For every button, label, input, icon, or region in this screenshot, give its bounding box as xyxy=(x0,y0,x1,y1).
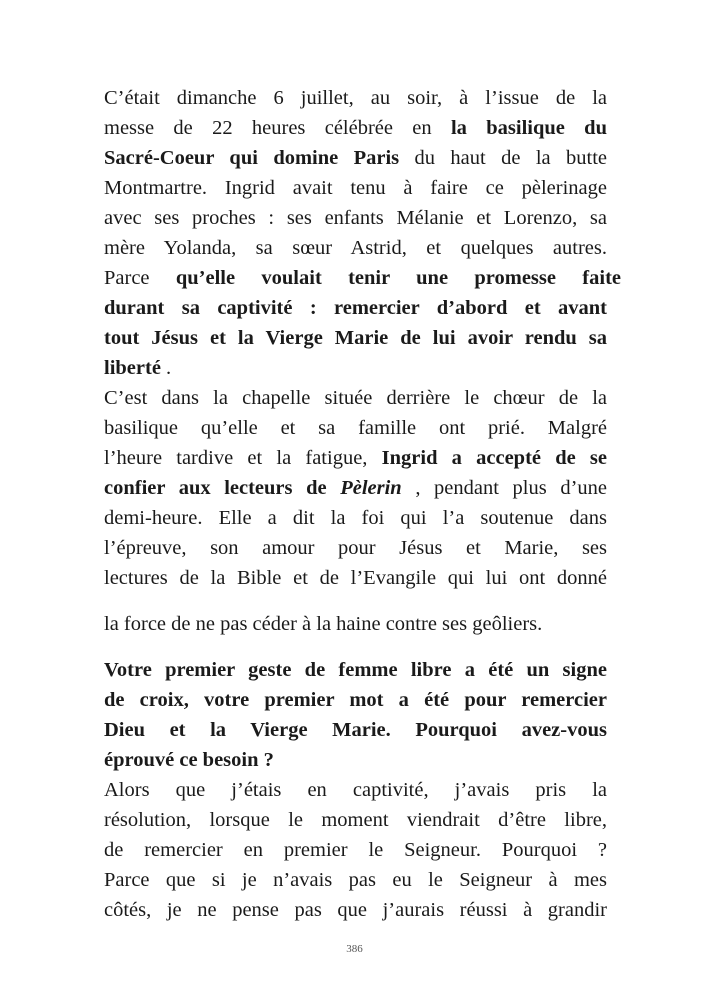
bold-run: Votre premier geste de femme libre a été un signe xyxy=(104,659,607,681)
text-line: basilique qu’elle et sa famille ont prié. Malgré xyxy=(104,417,607,439)
text-line: C’est dans la chapelle située derrière le chœur de la xyxy=(104,387,607,409)
magazine-title xyxy=(340,477,402,499)
text-line: lectures de la Bible et de l’Evangile qui lui ont donné xyxy=(104,567,607,589)
text-run: . xyxy=(160,357,172,379)
bold-run: confier aux lecteurs de xyxy=(104,477,341,499)
text-line xyxy=(104,745,607,775)
text-run: messe de 22 heures célébrée en xyxy=(104,117,451,139)
text-line: Alors que j’étais en captivité, j’avais pris la xyxy=(104,779,607,801)
text-line xyxy=(104,685,607,715)
text-line xyxy=(104,353,607,383)
bold-run: la basilique du xyxy=(450,117,607,139)
page-number: 386 xyxy=(346,943,363,955)
text-run: du haut de la butte xyxy=(399,147,607,169)
bold-run: Dieu et la Vierge Marie. Pourquoi avez-vous xyxy=(104,719,607,741)
text-line: la force de ne pas céder à la haine contre ses geôliers. xyxy=(104,613,543,635)
text-line: mère Yolanda, sa sœur Astrid, et quelques autres. xyxy=(104,237,607,259)
bold-run: éprouvé ce besoin ? xyxy=(104,749,274,771)
text-line xyxy=(104,443,607,473)
interview-answer xyxy=(104,775,607,925)
text-line: avec ses proches : ses enfants Mélanie et Lorenzo, sa xyxy=(104,207,607,229)
italic-run: Pèlerin xyxy=(340,477,402,499)
paragraph-chapel xyxy=(104,383,607,639)
text-line: demi-heure. Elle a dit la foi qui l’a soutenue dans xyxy=(104,507,607,529)
text-line xyxy=(104,323,607,353)
bold-run: tout Jésus et la Vierge Marie de lui avoir rendu sa xyxy=(104,327,607,349)
text-run: l’heure tardive et la fatigue, xyxy=(104,447,382,469)
text-line xyxy=(104,143,607,173)
text-line: Montmartre. Ingrid avait tenu à faire ce pèlerinage xyxy=(104,177,607,199)
bold-run: qu’elle voulait tenir une promesse faite xyxy=(175,267,622,289)
bold-run: Ingrid a accepté de se xyxy=(381,447,607,469)
text-line xyxy=(104,293,607,323)
bold-run: durant sa captivité : remercier d’abord et avant xyxy=(104,297,607,319)
text-line xyxy=(104,113,607,143)
text-line: Parce que si je n’avais pas eu le Seigneur à mes xyxy=(104,869,607,891)
text-line: C’était dimanche 6 juillet, au soir, à l’issue de la xyxy=(104,87,607,109)
text-run: Parce xyxy=(104,267,176,289)
text-line xyxy=(104,473,607,503)
text-line: de remercier en premier le Seigneur. Pourquoi ? xyxy=(104,839,607,861)
paragraph-intro xyxy=(104,83,622,383)
interview-question xyxy=(104,655,607,775)
text-line: côtés, je ne pense pas que j’aurais réussi à grandir xyxy=(104,899,607,921)
text-line: l’épreuve, son amour pour Jésus et Marie, ses xyxy=(104,537,607,559)
text-run: , pendant plus d’une xyxy=(401,477,607,499)
text-line xyxy=(104,715,607,745)
bold-run: Sacré-Coeur qui domine Paris xyxy=(104,147,400,169)
text-line xyxy=(104,655,607,685)
page-body xyxy=(104,83,622,925)
text-line xyxy=(104,263,621,293)
bold-run: de croix, votre premier mot a été pour remercier xyxy=(104,689,607,711)
bold-run: liberté xyxy=(104,357,161,379)
text-line: résolution, lorsque le moment viendrait d’être libre, xyxy=(104,809,607,831)
